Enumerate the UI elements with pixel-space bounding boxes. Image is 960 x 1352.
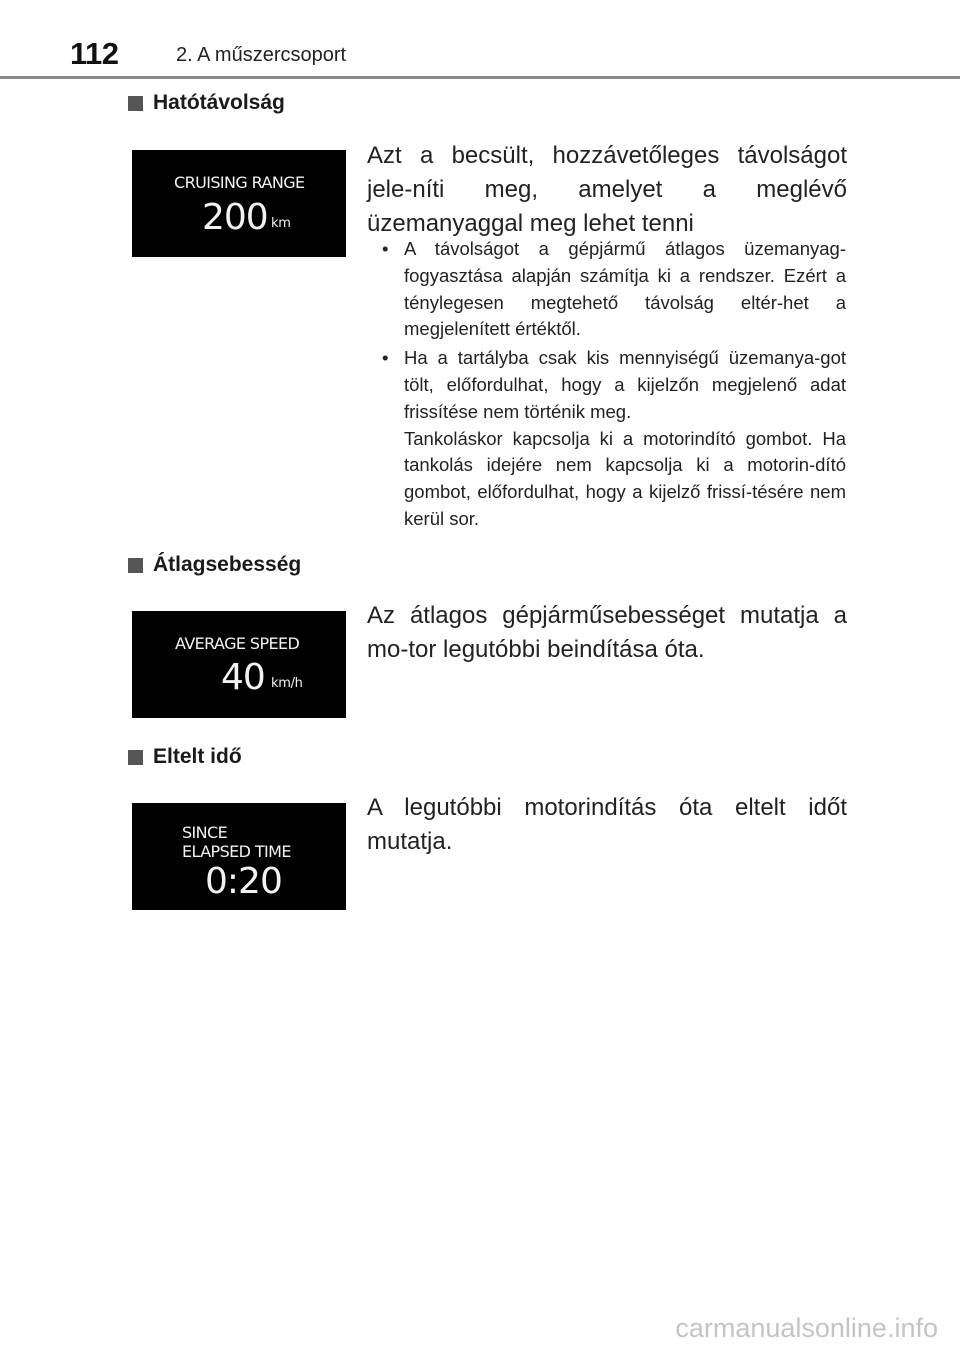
avg-speed-display-value: 40 (221, 657, 265, 698)
range-bullet-list (382, 236, 846, 535)
range-display-value: 200 (202, 197, 268, 238)
range-description: Azt a becsült, hozzávetőleges távolságot jele-níti meg, amelyet a meglévő üzemanyaggal meg lehet tenni (367, 142, 847, 237)
section-heading-range (128, 91, 285, 115)
range-display (132, 150, 346, 257)
avg-speed-display-unit: km/h (271, 676, 303, 691)
range-display-label: CRUISING RANGE (174, 173, 305, 192)
elapsed-display-label-line2: ELAPSED TIME (182, 842, 291, 861)
elapsed-description: A legutóbbi motorindítás óta eltelt időt mutatja. (367, 794, 847, 855)
avg-speed-display (132, 611, 346, 718)
bullet-text: Ha a tartályba csak kis mennyiségű üzemanya-got tölt, előfordulhat, hogy a kijelzőn megjelenő adat frissítése nem történik meg. (404, 347, 846, 422)
section-heading-avg-speed (128, 553, 301, 577)
section-heading-label: Eltelt idő (153, 745, 242, 768)
page-number: 112 (70, 36, 119, 71)
section-heading-elapsed (128, 745, 242, 769)
bullet-text: A távolságot a gépjármű átlagos üzemanyag-fogyasztása alapján számítja ki a rendszer. Ezért a ténylegesen megtehető távolság eltér-het a megjelenített értéktől. (404, 238, 846, 340)
avg-speed-display-label: AVERAGE SPEED (175, 634, 300, 653)
elapsed-display-value: 0:20 (205, 861, 282, 902)
square-icon (128, 750, 143, 765)
list-item (382, 345, 846, 533)
list-item (382, 236, 846, 343)
bullet-dot: • (382, 347, 389, 369)
range-display-unit: km (271, 216, 291, 231)
watermark: carmanualsonline.info (675, 1313, 938, 1343)
chapter-title: 2. A műszercsoport (176, 44, 347, 66)
elapsed-display (132, 803, 346, 910)
elapsed-display-label-line1: SINCE (182, 823, 228, 842)
square-icon (128, 558, 143, 573)
section-heading-label: Átlagsebesség (153, 553, 302, 576)
page-header (0, 0, 960, 80)
header-divider (0, 76, 960, 79)
avg-speed-description: Az átlagos gépjárműsebességet mutatja a mo-tor legutóbbi beindítása óta. (367, 602, 847, 663)
square-icon (128, 96, 143, 111)
section-heading-label: Hatótávolság (153, 91, 285, 114)
bullet-extra-text: Tankoláskor kapcsolja ki a motorindító gombot. Ha tankolás idejére nem kapcsolja ki a motorin-dító gombot, előfordulhat, hogy a kijelző frissí-tésére nem kerül sor. (404, 427, 846, 529)
bullet-dot: • (382, 238, 389, 259)
